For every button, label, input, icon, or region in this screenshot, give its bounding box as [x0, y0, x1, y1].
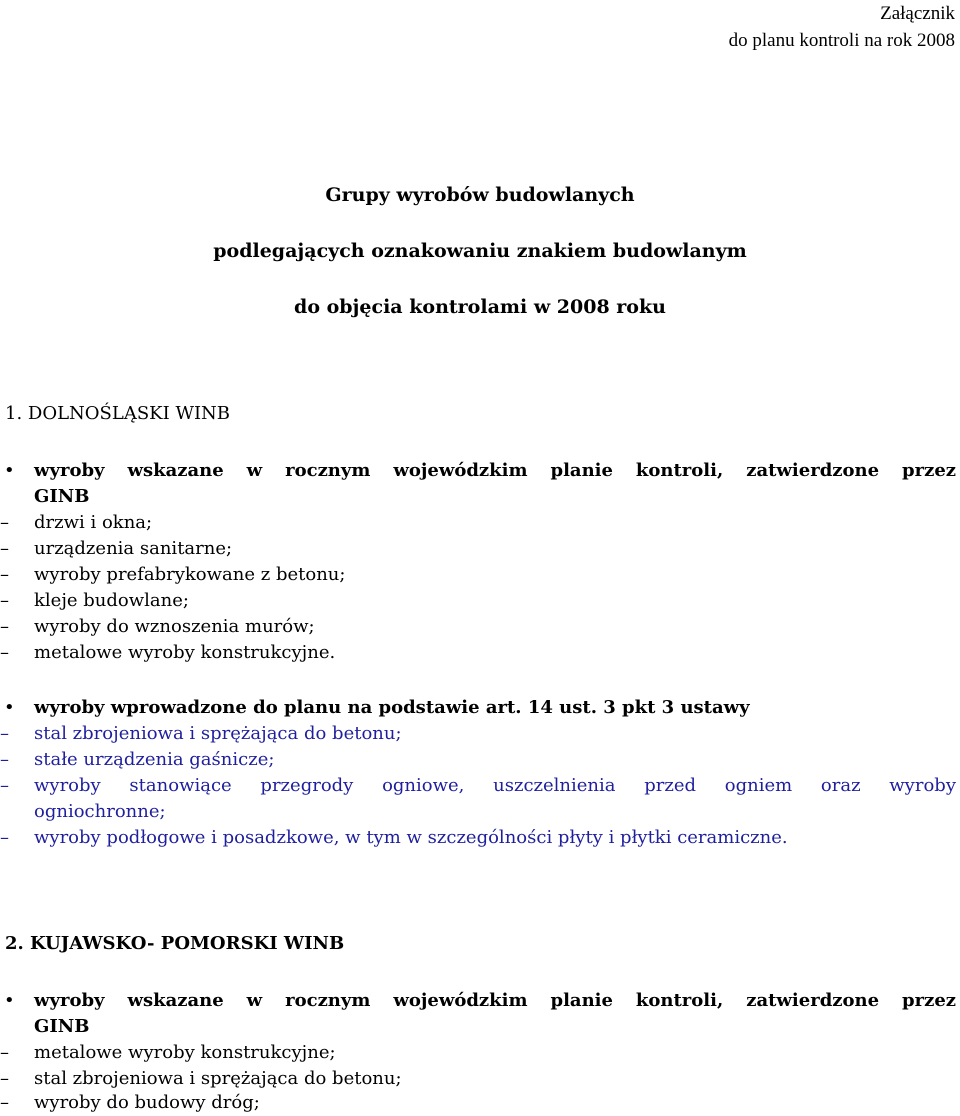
list-item-text: urządzenia sanitarne;: [34, 538, 233, 559]
list-item-text: wyroby do budowy dróg;: [34, 1092, 260, 1113]
section-1-group-1-line-2: GINB: [34, 486, 90, 507]
section-2-group-1-line-2: GINB: [34, 1016, 90, 1037]
dash-icon: –: [0, 590, 9, 611]
dash-icon: –: [0, 538, 9, 559]
section-1-heading: 1. DOLNOŚLĄSKI WINB: [5, 403, 231, 424]
bullet-icon: •: [4, 697, 15, 718]
list-item-text: wyroby podłogowe i posadzkowe, w tym w szczególności płyty i płytki ceramiczne.: [34, 827, 788, 848]
list-item-text: stal zbrojeniowa i sprężająca do betonu;: [34, 723, 402, 744]
list-item-text: wyroby do wznoszenia murów;: [34, 616, 315, 637]
dash-icon: –: [0, 616, 9, 637]
annex-header: [729, 0, 955, 54]
dash-icon: –: [0, 775, 9, 796]
dash-icon: –: [0, 642, 9, 663]
list-item-text: metalowe wyroby konstrukcyjne;: [34, 1042, 336, 1063]
dash-icon: –: [0, 1068, 9, 1089]
list-item-text: [34, 773, 956, 799]
list-item-line-1: wyroby stanowiące przegrody ogniowe, uszczelnienia przed ogniem oraz wyroby: [34, 775, 956, 796]
list-item-line-2: ogniochronne;: [34, 801, 166, 822]
list-item-text: drzwi i okna;: [34, 512, 153, 533]
bullet-icon: •: [4, 990, 15, 1011]
section-2-group-1-text: [34, 988, 956, 1014]
dash-icon: –: [0, 512, 9, 533]
dash-icon: –: [0, 749, 9, 770]
section-2-group-1-line-1: wyroby wskazane w rocznym wojewódzkim planie kontroli, zatwierdzone przez: [34, 990, 956, 1011]
annex-line-1: Załącznik: [880, 3, 955, 24]
section-1-group-1-text: [34, 458, 956, 484]
list-item-text: kleje budowlane;: [34, 590, 189, 611]
document-title-line-2: podlegających oznakowaniu znakiem budowlanym: [213, 240, 747, 262]
dash-icon: –: [0, 723, 9, 744]
bullet-icon: •: [4, 460, 15, 481]
annex-line-2: do planu kontroli na rok 2008: [728, 30, 955, 51]
list-item-text: wyroby prefabrykowane z betonu;: [34, 564, 346, 585]
document-title-line-3: do objęcia kontrolami w 2008 roku: [294, 296, 666, 318]
section-1-group-1-line-1: wyroby wskazane w rocznym wojewódzkim planie kontroli, zatwierdzone przez: [34, 460, 956, 481]
list-item-text: stałe urządzenia gaśnicze;: [34, 749, 275, 770]
dash-icon: –: [0, 564, 9, 585]
dash-icon: –: [0, 827, 9, 848]
document-title-line-1: Grupy wyrobów budowlanych: [325, 184, 635, 206]
dash-icon: –: [0, 1092, 9, 1113]
dash-icon: –: [0, 1042, 9, 1063]
list-item-text: metalowe wyroby konstrukcyjne.: [34, 642, 336, 663]
section-2-heading: 2. KUJAWSKO- POMORSKI WINB: [5, 933, 345, 954]
list-item-text: stal zbrojeniowa i sprężająca do betonu;: [34, 1068, 402, 1089]
section-1-group-2-text: wyroby wprowadzone do planu na podstawie art. 14 ust. 3 pkt 3 ustawy: [34, 697, 750, 718]
